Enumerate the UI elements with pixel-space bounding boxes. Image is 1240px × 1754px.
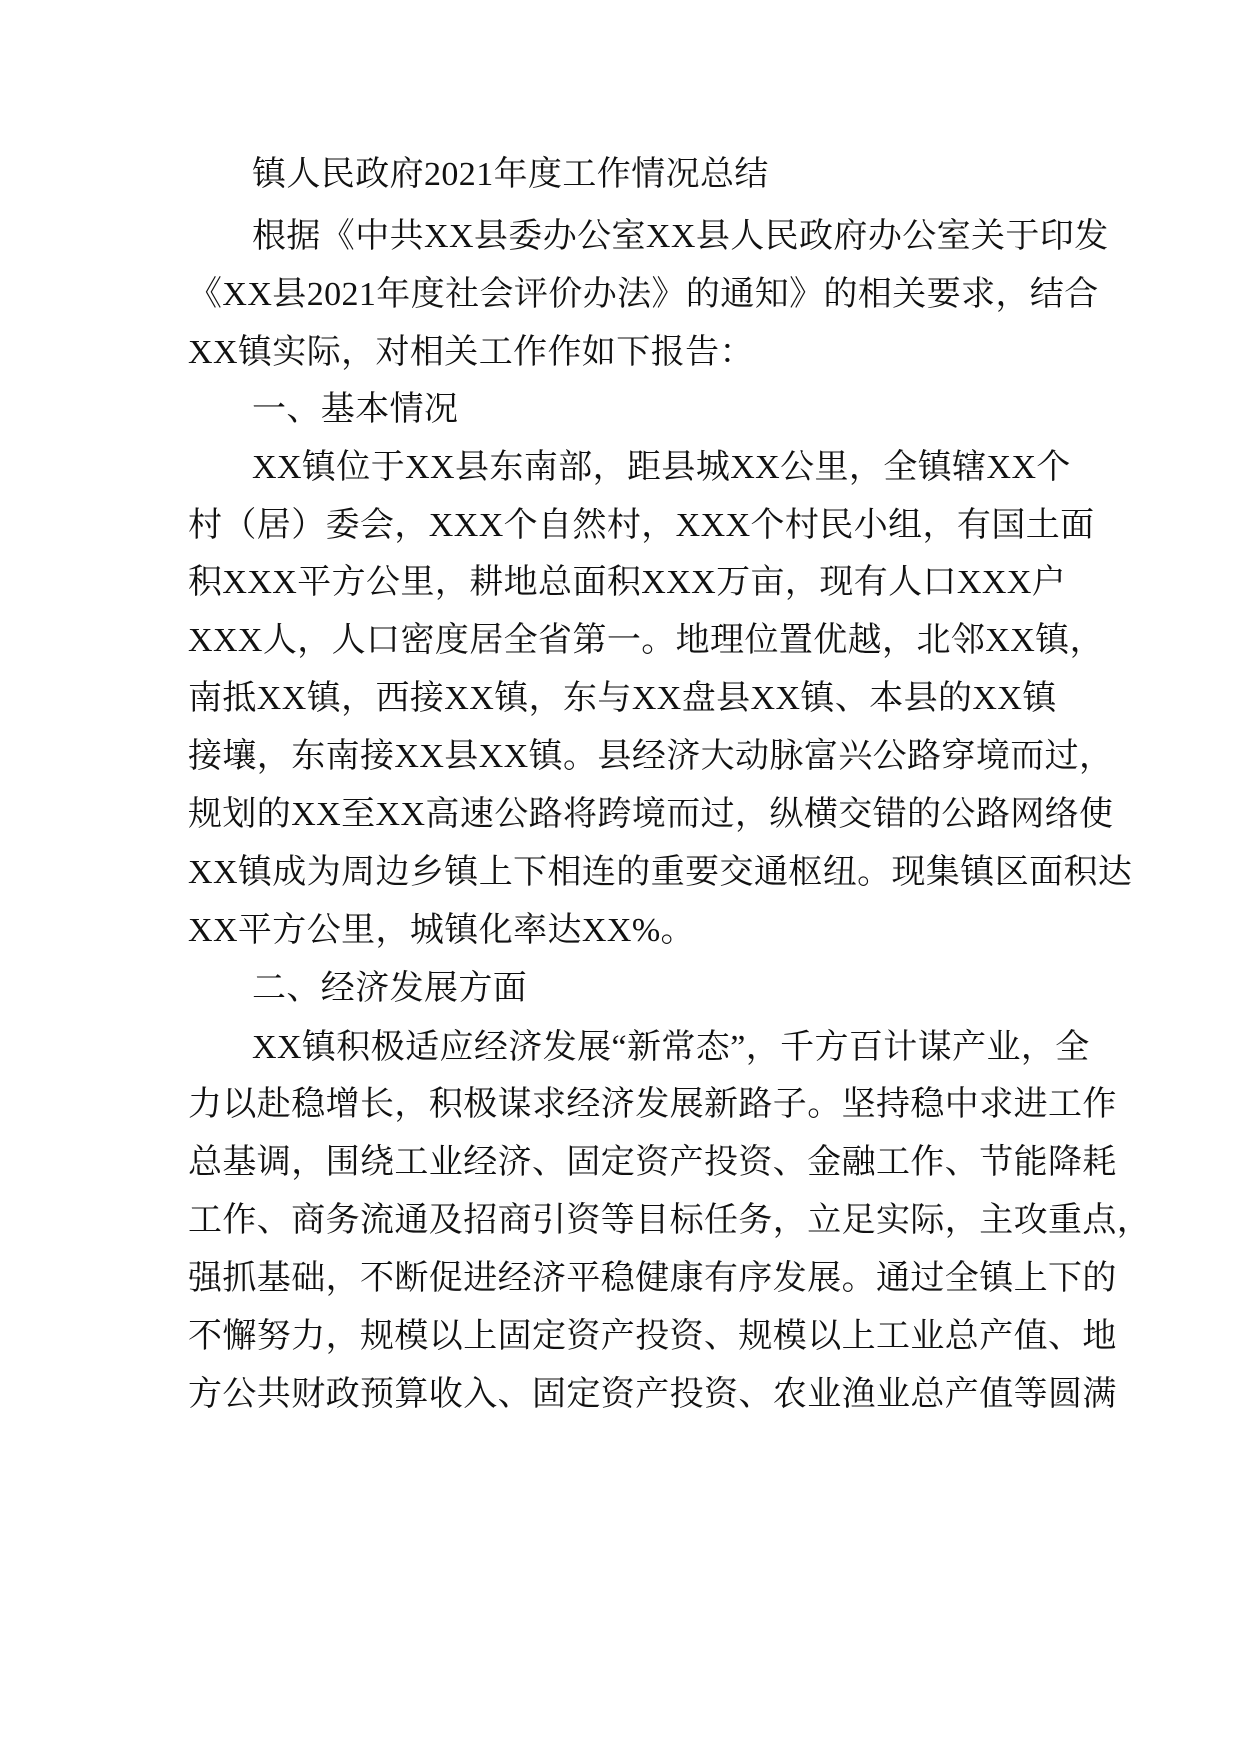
paragraph-line: 积XXX平方公里，耕地总面积XXX万亩，现有人口XXX户 <box>188 564 1067 601</box>
paragraph-line: XX镇实际，对相关工作作如下报告： <box>188 334 754 371</box>
paragraph-line: 根据《中共XX县委办公室XX县人民政府办公室关于印发 <box>252 218 1109 255</box>
paragraph-line: 强抓基础，不断促进经济平稳健康有序发展。通过全镇上下的 <box>188 1260 1117 1297</box>
paragraph-line: 不懈努力，规模以上固定资产投资、规模以上工业总产值、地 <box>188 1318 1117 1355</box>
section-heading: 一、基本情况 <box>252 391 459 428</box>
paragraph-line: XX镇积极适应经济发展“新常态”，千方百计谋产业，全 <box>252 1029 1090 1066</box>
paragraph-line: XX平方公里，城镇化率达XX%。 <box>188 912 695 949</box>
paragraph-line: 《XX县2021年度社会评价办法》的通知》的相关要求，结合 <box>188 276 1099 313</box>
paragraph-line: 规划的XX至XX高速公路将跨境而过，纵横交错的公路网络使 <box>188 796 1114 833</box>
section-heading: 二、经济发展方面 <box>252 970 528 1007</box>
document-title: 镇人民政府2021年度工作情况总结 <box>252 156 769 193</box>
paragraph-line: XX镇位于XX县东南部，距县城XX公里，全镇辖XX个 <box>252 449 1071 486</box>
paragraph-line: XX镇成为周边乡镇上下相连的重要交通枢纽。现集镇区面积达 <box>188 854 1133 891</box>
paragraph-line: 总基调，围绕工业经济、固定资产投资、金融工作、节能降耗 <box>188 1144 1117 1181</box>
paragraph-line: 接壤，东南接XX县XX镇。县经济大动脉富兴公路穿境而过， <box>188 738 1114 775</box>
paragraph-line: 方公共财政预算收入、固定资产投资、农业渔业总产值等圆满 <box>188 1376 1117 1413</box>
paragraph-line: XXX人，人口密度居全省第一。地理位置优越，北邻XX镇， <box>188 622 1104 659</box>
paragraph-line: 力以赴稳增长，积极谋求经济发展新路子。坚持稳中求进工作 <box>188 1086 1117 1123</box>
paragraph-line: 村（居）委会，XXX个自然村，XXX个村民小组，有国土面 <box>188 507 1095 544</box>
paragraph-line: 工作、商务流通及招商引资等目标任务，立足实际，主攻重点， <box>188 1202 1152 1239</box>
paragraph-line: 南抵XX镇，西接XX镇，东与XX盘县XX镇、本县的XX镇 <box>188 680 1057 717</box>
